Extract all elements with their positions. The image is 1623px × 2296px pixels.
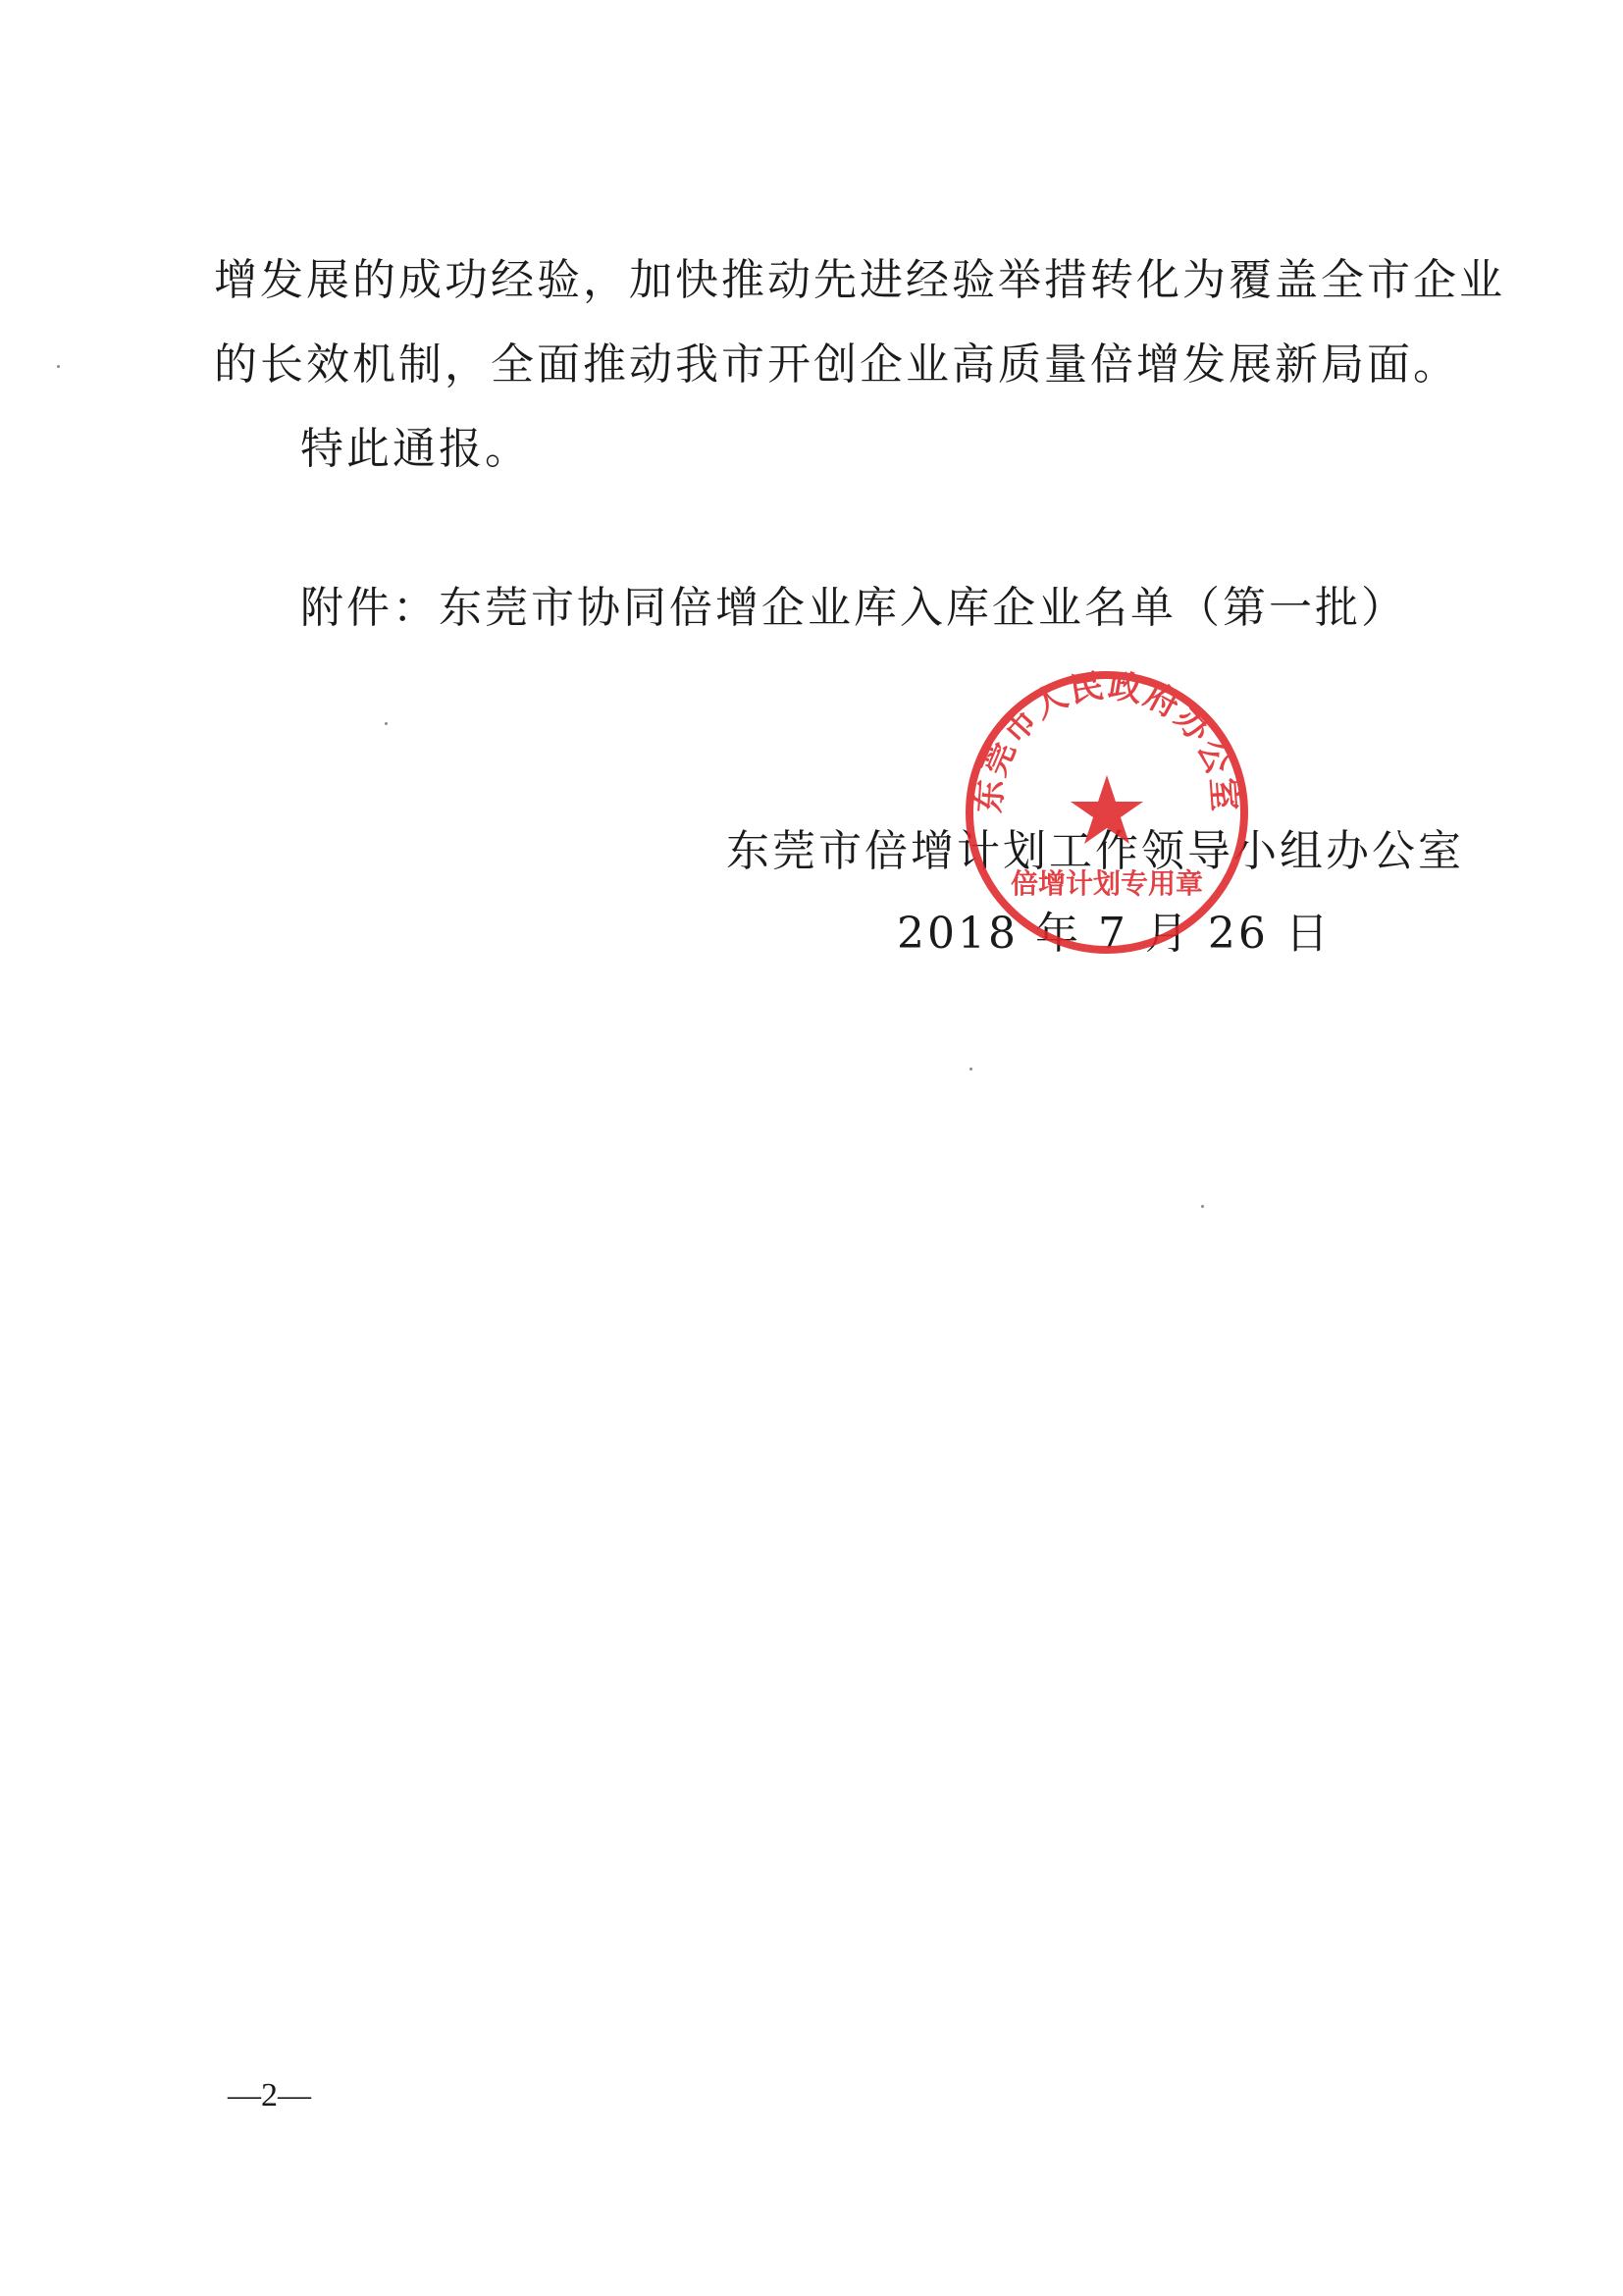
seal-inner-text: 倍增计划专用章	[1010, 867, 1204, 900]
scan-speck	[57, 365, 60, 368]
scan-speck	[385, 722, 388, 725]
seal-star-icon	[1071, 775, 1143, 844]
scan-speck	[969, 1068, 972, 1070]
attachment-note: 附件：东莞市协同倍增企业库入库企业名单（第一批）	[300, 583, 1407, 633]
issuing-office: 东莞市倍增计划工作领导小组办公室	[726, 826, 1464, 876]
closing-statement: 特此通报。	[300, 424, 531, 474]
official-seal-icon	[960, 665, 1254, 960]
body-text-line-1: 增发展的成功经验，加快推动先进经验举措转化为覆盖全市企业	[214, 255, 1505, 305]
issue-date: 2018 年 7 月 26 日	[897, 909, 1332, 959]
seal-outer-text: 东莞市人民政府办公室	[969, 665, 1244, 814]
body-text-line-2: 的长效机制，全面推动我市开创企业高质量倍增发展新局面。	[214, 339, 1459, 390]
page-number: —2—	[228, 2077, 311, 2113]
scan-speck	[1201, 1205, 1204, 1208]
